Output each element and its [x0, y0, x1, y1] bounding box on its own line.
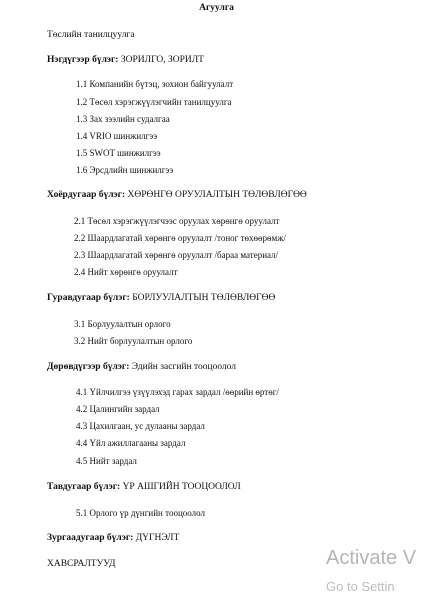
- toc-item-2-3: 2.3 Шаардлагатай хөрөнгө оруулалт /бараа материал/: [74, 250, 279, 260]
- toc-item-1-2: 1.2 Төсөл хэрэгжүүлэгчийн танилцуулга: [76, 97, 232, 107]
- toc-item-1-1: 1.1 Компанийн бүтэц, зохион байгуулалт: [76, 79, 234, 89]
- activation-watermark-title: Activate V: [326, 547, 417, 569]
- section-6-heading: [47, 533, 179, 544]
- section-3-heading: [47, 293, 275, 304]
- section-3-label: Гуравдугаар бүлэг:: [47, 293, 130, 303]
- section-4-subtitle: Эдийн засгийн тооцоолол: [131, 362, 237, 372]
- toc-item-4-2: 4.2 Цалингийн зардал: [76, 404, 160, 414]
- section-2-subtitle: ХӨРӨНГӨ ОРУУЛАЛТЫН ТӨЛӨВЛӨГӨӨ: [127, 190, 307, 200]
- section-1-subtitle: ЗОРИЛГО, ЗОРИЛТ: [120, 55, 204, 65]
- toc-item-1-3: 1.3 Зах зээлийн судалгаа: [76, 114, 170, 124]
- toc-item-4-3: 4.3 Цахилгаан, ус дулааны зардал: [76, 421, 205, 431]
- activation-watermark-subtitle: Go to Settin: [326, 579, 395, 594]
- toc-item-4-1: 4.1 Үйлчилгээ үзүүлэхэд гарах зардал /өөрийн өртөг/: [76, 387, 279, 397]
- toc-item-4-5: 4.5 Нийт зардал: [76, 456, 137, 466]
- section-5-subtitle: ҮР АШГИЙН ТООЦООЛОЛ: [122, 482, 241, 492]
- toc-item-3-2: 3.2 Нийт борлуулалтын орлого: [74, 336, 193, 346]
- toc-item-3-1: 3.1 Борлуулалтын орлого: [74, 319, 171, 329]
- section-1-label: Нэгдүгээр бүлэг:: [47, 55, 119, 65]
- section-6-label: Зургаадугаар бүлэг:: [47, 533, 134, 543]
- appendix-line: ХАВСРАЛТУУД: [47, 559, 116, 569]
- toc-item-1-4: 1.4 VRIO шинжилгээ: [76, 131, 158, 141]
- toc-item-2-1: 2.1 Төсөл хэрэгжүүлэгчээс оруулах хөрөнгө оруулалт: [74, 216, 280, 226]
- section-1-heading: [47, 55, 204, 66]
- intro-line: Төслийн танилцуулга: [47, 30, 135, 40]
- toc-item-1-6: 1.6 Эрсдлийн шинжилгээ: [76, 165, 174, 175]
- toc-item-2-4: 2.4 Нийт хөрөнгө оруулалт: [74, 267, 178, 277]
- section-3-subtitle: БОРЛУУЛАЛТЫН ТӨЛӨВЛӨГӨӨ: [132, 293, 276, 303]
- toc-item-1-5: 1.5 SWOT шинжилгээ: [76, 148, 161, 158]
- section-2-heading: [47, 190, 307, 201]
- toc-item-4-4: 4.4 Үйл ажиллагааны зардал: [76, 438, 186, 448]
- section-4-heading: [47, 362, 236, 373]
- section-4-label: Дөрөвдүгээр бүлэг:: [47, 362, 130, 372]
- section-2-label: Хоёрдугаар бүлэг:: [47, 190, 126, 200]
- toc-item-5-1: 5.1 Орлого үр дүнгийн тооцоолол: [76, 508, 206, 518]
- section-5-label: Тавдугаар бүлэг:: [47, 482, 121, 492]
- document-title: Агуулга: [199, 3, 234, 13]
- toc-item-2-2: 2.2 Шаардлагатай хөрөнгө оруулалт /тоног төхөөрөмж/: [74, 233, 286, 243]
- section-6-subtitle: ДҮГНЭЛТ: [135, 533, 180, 543]
- section-5-heading: [47, 482, 241, 493]
